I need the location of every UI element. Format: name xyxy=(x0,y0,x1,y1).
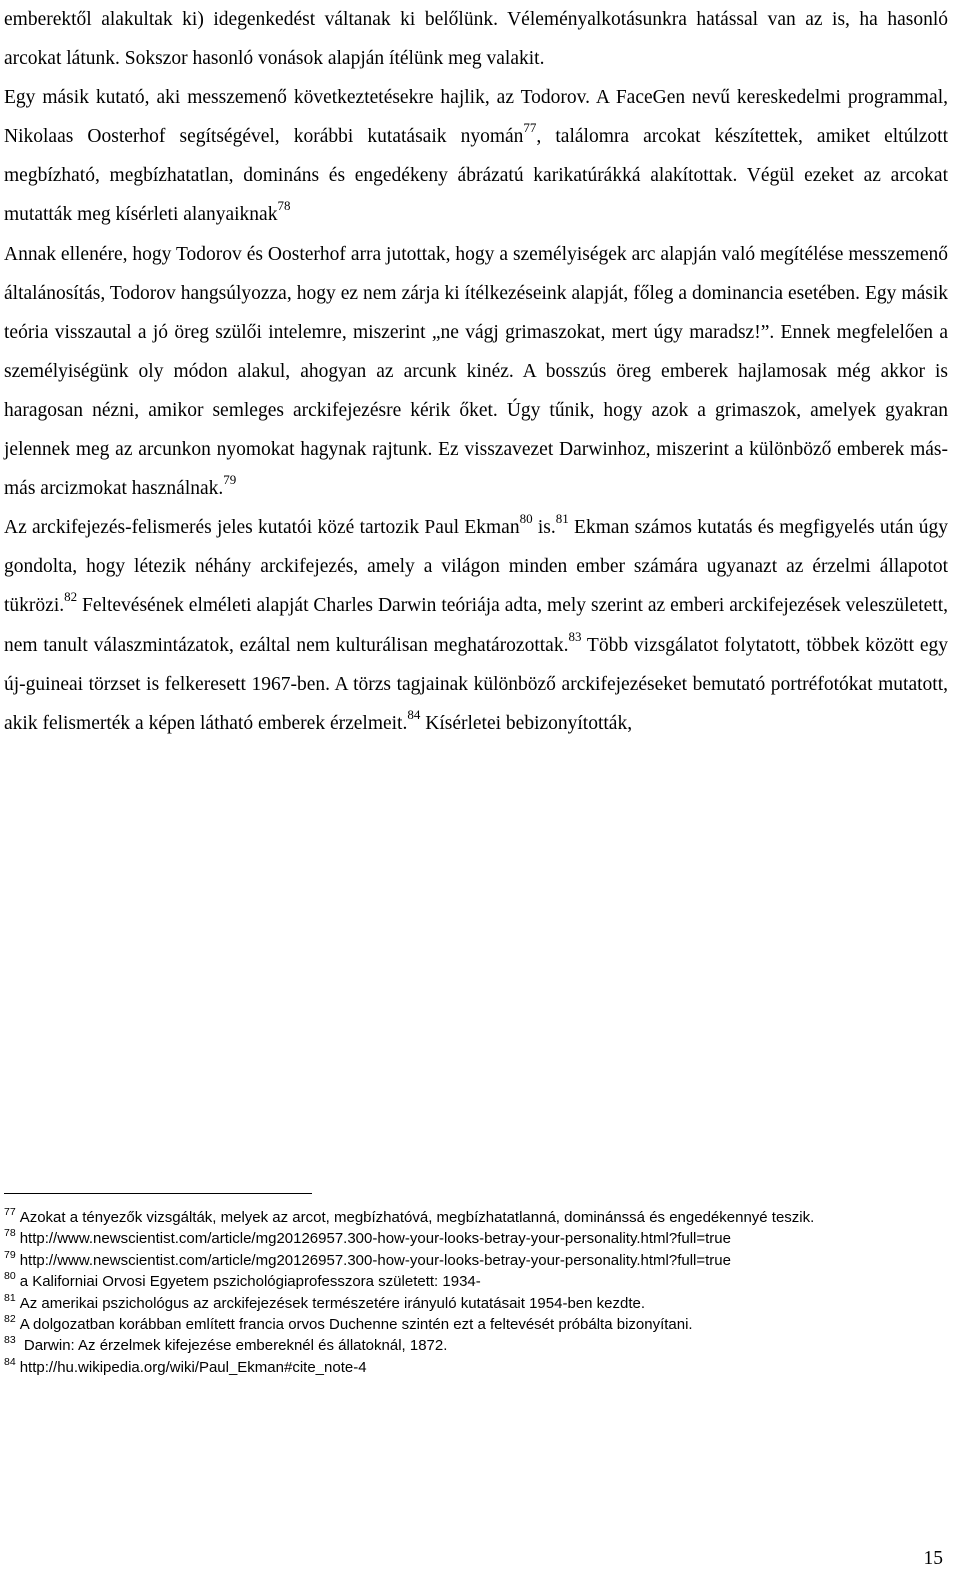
footnote-ref[interactable]: 78 xyxy=(277,198,291,214)
page-number: 15 xyxy=(923,1548,943,1569)
footnotes xyxy=(4,1207,944,1378)
footnote xyxy=(4,1228,944,1249)
paragraph-text: Az arckifejezés-felismerés jeles kutatói közé tartozik Paul Ekman xyxy=(4,517,520,539)
footnote-number: 78 xyxy=(4,1227,16,1240)
footnote-text: a Kaliforniai Orvosi Egyetem pszichológiaprofesszora született: 1934- xyxy=(19,1273,481,1291)
paragraph-2 xyxy=(4,78,948,234)
paragraph-text: Feltevésének elméleti alapját Charles Darwin teóriája adta, mely szerint az emberi arckifejezések veleszületett, nem tanult válaszmintázatok, ezáltal nem kulturálisan meghatározottak. xyxy=(4,595,948,656)
footnote-number: 81 xyxy=(4,1291,16,1304)
paragraph-text: is. xyxy=(532,517,556,539)
paragraph-text: Ekman számos kutatás és megfigyelés után úgy gondolta, hogy létezik néhány arckifejezés, amely a világon minden ember számára ugyanazt az érzelmi állapotot tükrözi. xyxy=(4,517,948,617)
footnote-separator xyxy=(4,1193,312,1194)
footnote-link[interactable]: http://www.newscientist.com/article/mg20126957.300-how-your-looks-betray-your-personality.html?full=true xyxy=(19,1230,731,1248)
footnote-ref[interactable]: 79 xyxy=(223,472,237,488)
footnote-number: 82 xyxy=(4,1313,16,1326)
footnote-ref[interactable]: 84 xyxy=(407,706,421,722)
footnote-ref[interactable]: 81 xyxy=(555,511,569,527)
footnote-ref[interactable]: 83 xyxy=(568,628,582,644)
footnote xyxy=(4,1335,944,1356)
footnote xyxy=(4,1271,944,1292)
footnote xyxy=(4,1250,944,1271)
body-text xyxy=(4,0,948,743)
paragraph-text: Annak ellenére, hogy Todorov és Oosterhof arra jutottak, hogy a személyiségek arc alapján való megítélése messzemenő általánosítás, Todorov hangsúlyozza, hogy ez nem zárja ki ítélkezéseink alapját, főleg a dominancia esetében. Egy másik teória visszautal a jó öreg szülői intelemre, miszerint „ne vágj grimaszokat, mert úgy maradsz!”. Ennek megfelelően a személyiségünk oly módon alakul, ahogyan az arcunk kinéz. A bosszús öreg emberek hajlamosak még akkor is haragosan nézni, amikor semleges arckifejezésre kérik őket. Úgy tűnik, hogy azok a grimaszok, amelyek gyakran jelennek meg az arcunkon nyomokat hagynak rajtunk. Ez visszavezet Darwinhoz, miszerint a különböző emberek más-más arcizmokat használnak. xyxy=(4,243,948,500)
footnote xyxy=(4,1207,944,1228)
footnote xyxy=(4,1293,944,1314)
footnote xyxy=(4,1357,944,1378)
paragraph-text: Kísérletei bebizonyították, xyxy=(420,712,633,734)
paragraph-text: Több vizsgálatot folytatott, többek között egy új-guineai törzset is felkeresett 1967-ben. A törzs tagjainak különböző arckifejezéseket bemutató portréfotókat mutatott, akik felismerték a képen látható emberek érzelmeit. xyxy=(4,634,948,734)
footnote-number: 80 xyxy=(4,1270,16,1283)
footnote-ref[interactable]: 82 xyxy=(64,589,78,605)
paragraph-text: , találomra arcokat készítettek, amiket eltúlzott megbízható, megbízhatatlan, domináns és engedékeny ábrázatú karikatúrákká alakítottak. Végül ezeket az arcokat mutatták meg kísérleti alanyaiknak xyxy=(4,126,948,226)
paragraph-text: Egy másik kutató, aki messzemenő következtetésekre hajlik, az Todorov. A FaceGen nevű kereskedelmi programmal, Nikolaas Oosterhof segítségével, korábbi kutatásaik nyomán xyxy=(4,87,948,148)
footnote-text: A dolgozatban korábban említett francia orvos Duchenne szintén ezt a feltevését próbálta bizonyítani. xyxy=(19,1316,693,1334)
footnote-number: 79 xyxy=(4,1248,16,1261)
footnote-number: 84 xyxy=(4,1355,16,1368)
footnote-text: Darwin: Az érzelmek kifejezése embereknél és állatoknál, 1872. xyxy=(19,1337,448,1355)
footnote xyxy=(4,1314,944,1335)
footnote-number: 77 xyxy=(4,1206,16,1218)
paragraph-text: emberektől alakultak ki) idegenkedést váltanak ki belőlünk. Véleményalkotásunkra hatással van az is, ha hasonló arcokat látunk. Sokszor hasonló vonások alapján ítélünk meg valakit. xyxy=(4,9,948,70)
footnote-text: Az amerikai pszichológus az arckifejezések természetére irányuló kutatásait 1954-ben kezdte. xyxy=(19,1294,645,1312)
footnote-ref[interactable]: 77 xyxy=(523,120,537,136)
footnote-link[interactable]: http://hu.wikipedia.org/wiki/Paul_Ekman#cite_note-4 xyxy=(19,1358,367,1376)
paragraph-4 xyxy=(4,508,948,743)
footnote-text: Azokat a tényezők vizsgálták, melyek az arcot, megbízhatóvá, megbízhatatlanná, dominánssá és engedékennyé teszik. xyxy=(19,1209,815,1226)
paragraph-3 xyxy=(4,235,948,509)
footnote-number: 83 xyxy=(4,1334,16,1347)
paragraph-1 xyxy=(4,0,948,78)
footnote-link[interactable]: http://www.newscientist.com/article/mg20126957.300-how-your-looks-betray-your-personality.html?full=true xyxy=(19,1251,731,1269)
footnote-ref[interactable]: 80 xyxy=(519,511,533,527)
